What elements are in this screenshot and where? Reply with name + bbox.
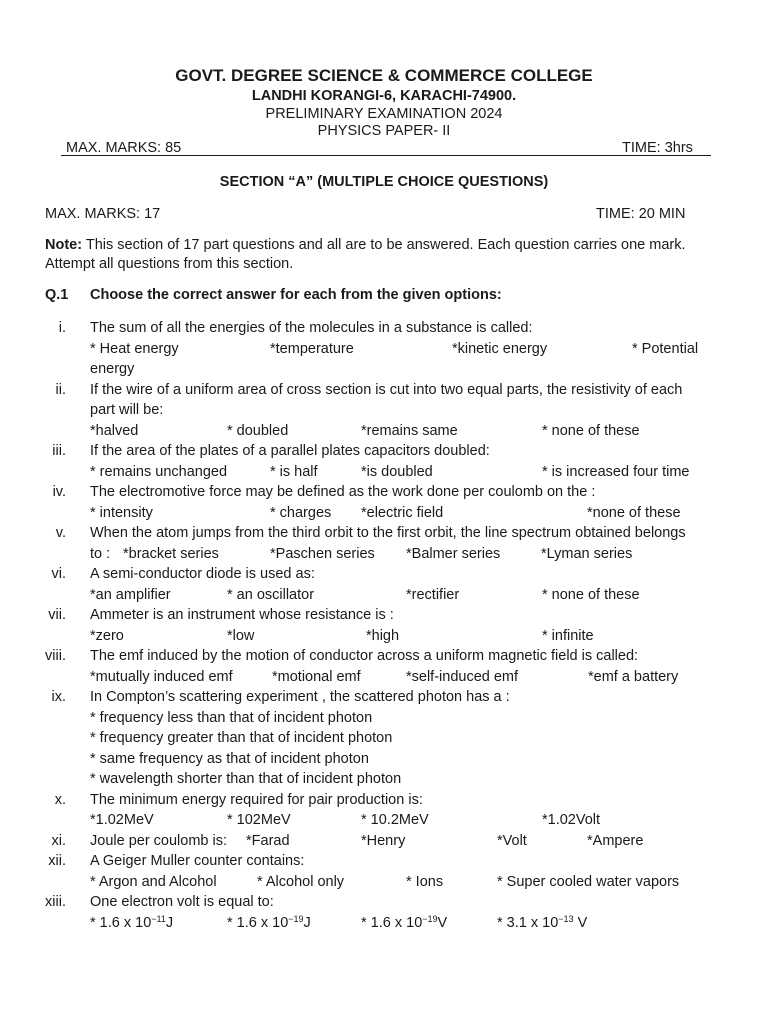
question-number: viii.	[45, 648, 66, 664]
answer-option	[90, 915, 173, 931]
answer-option: * none of these	[542, 586, 640, 603]
option-exponent: −19	[422, 913, 438, 924]
answer-option: * wavelength shorter than that of incident photon	[90, 771, 402, 787]
question-number: ii.	[55, 381, 66, 398]
question-number: xii.	[48, 853, 66, 869]
answer-option: * 102MeV	[227, 812, 291, 828]
option-unit: V	[437, 914, 448, 931]
answer-option: *halved	[90, 422, 139, 439]
answer-option: *Henry	[361, 832, 406, 849]
question-number: xi.	[51, 832, 66, 849]
answer-option: *1.02Volt	[542, 812, 601, 828]
answer-option: *an amplifier	[90, 586, 171, 603]
question-text: A semi-conductor diode is used as:	[90, 566, 315, 582]
header-rule	[61, 155, 711, 156]
answer-option: *Lyman series	[541, 545, 633, 562]
answer-option: * remains unchanged	[90, 463, 228, 480]
question-text: The sum of all the energies of the molecules in a substance is called:	[90, 320, 533, 336]
answer-option: *Balmer series	[406, 545, 501, 562]
option-base: * 1.6 x 10	[90, 914, 152, 931]
question-text: If the area of the plates of a parallel plates capacitors doubled:	[90, 443, 490, 459]
answer-option: * is increased four time	[542, 463, 690, 480]
question-text: Joule per coulomb is:	[90, 832, 228, 849]
answer-option: *Paschen series	[270, 545, 375, 562]
note-text-1: This section of 17 part questions and all are to be answered. Each question carries one mark.	[85, 237, 686, 253]
answer-option: *emf a battery	[588, 668, 679, 685]
section-max-marks: MAX. MARKS: 17	[45, 206, 161, 222]
question-number: vi.	[51, 566, 66, 582]
question-number: iii.	[52, 443, 66, 459]
answer-option: *zero	[90, 627, 124, 644]
option-base: * 1.6 x 10	[361, 914, 423, 931]
option-unit: V	[573, 914, 588, 931]
answer-option: *remains same	[361, 422, 458, 439]
section-time: TIME: 20 MIN	[596, 206, 686, 222]
total-time: TIME: 3hrs	[622, 140, 693, 156]
answer-option: *rectifier	[406, 586, 460, 603]
answer-option: *none of these	[587, 504, 681, 521]
answer-option: *self-induced emf	[406, 668, 519, 685]
answer-option: * Heat energy	[90, 340, 179, 357]
question-number: xiii.	[45, 894, 66, 910]
answer-option: *high	[366, 627, 400, 644]
note	[45, 237, 686, 253]
answer-option: *low	[227, 627, 255, 644]
answer-option: *1.02MeV	[90, 812, 154, 828]
answer-option: *kinetic energy	[452, 340, 548, 357]
answer-option: *Ampere	[587, 832, 644, 849]
question-number: ix.	[51, 689, 66, 705]
answer-option: * Super cooled water vapors	[497, 873, 680, 890]
college-address: LANDHI KORANGI-6, KARACHI-74900.	[251, 88, 517, 104]
answer-option: *Volt	[497, 832, 527, 849]
question-text: If the wire of a uniform area of cross section is cut into two equal parts, the resistivity of each	[90, 381, 683, 398]
question-text: One electron volt is equal to:	[90, 894, 274, 910]
answer-option	[227, 915, 311, 931]
question-number: x.	[54, 791, 66, 808]
answer-option: *temperature	[270, 340, 354, 357]
answer-option: * same frequency as that of incident photon	[90, 750, 369, 767]
answer-option: * is half	[270, 463, 318, 480]
exam-title: PRELIMINARY EXAMINATION 2024	[265, 106, 503, 122]
answer-option: *electric field	[361, 504, 444, 521]
total-max-marks: MAX. MARKS: 85	[66, 140, 182, 156]
option-unit: J	[165, 914, 174, 931]
question-text: When the atom jumps from the third orbit to the first orbit, the line spectrum obtained belongs	[90, 525, 686, 541]
answer-option: * 10.2MeV	[361, 812, 429, 828]
answer-option: * doubled	[227, 422, 289, 439]
answer-option	[497, 915, 587, 931]
question-number: v.	[55, 525, 66, 541]
section-title: SECTION “A” (MULTIPLE CHOICE QUESTIONS)	[219, 174, 549, 190]
note-label: Note:	[45, 237, 83, 253]
college-name: GOVT. DEGREE SCIENCE & COMMERCE COLLEGE	[175, 66, 593, 85]
question-text-cont: to :	[90, 545, 111, 562]
option-exponent: −19	[288, 913, 304, 924]
option-base: * 1.6 x 10	[227, 914, 289, 931]
note-text-2: Attempt all questions from this section.	[45, 256, 294, 272]
answer-option: * intensity	[90, 504, 153, 521]
answer-option: * frequency less than that of incident photon	[90, 709, 373, 726]
answer-option: * Ions	[406, 873, 444, 890]
answer-option: * Argon and Alcohol	[90, 873, 217, 890]
answer-option: *motional emf	[272, 668, 361, 685]
question-text-cont: part will be:	[90, 402, 164, 418]
question-number: i.	[58, 320, 66, 336]
question-text: The electromotive force may be defined as the work done per coulomb on the :	[90, 484, 596, 500]
question-label: Q.1	[45, 287, 69, 303]
answer-option: * an oscillator	[227, 586, 315, 603]
question-text: A Geiger Muller counter contains:	[90, 853, 305, 869]
question-number: vii.	[48, 607, 66, 623]
answer-option: * frequency greater than that of incident photon	[90, 730, 393, 746]
option-base: * 3.1 x 10	[497, 914, 559, 931]
answer-option	[361, 915, 447, 931]
question-text: Ammeter is an instrument whose resistance is :	[90, 607, 394, 623]
option-unit: J	[303, 914, 311, 931]
answer-option: * none of these	[542, 422, 640, 439]
answer-option: * infinite	[542, 627, 594, 644]
option-exponent: −11	[151, 913, 166, 924]
question-instruction: Choose the correct answer for each from the given options:	[90, 287, 502, 303]
answer-option: *mutually induced emf	[90, 668, 233, 685]
question-number: iv.	[52, 484, 66, 500]
answer-option: *Farad	[246, 832, 290, 849]
answer-option: * Alcohol only	[257, 873, 345, 890]
answer-option: *is doubled	[361, 463, 433, 480]
option-exponent: −13	[558, 913, 574, 924]
paper-title: PHYSICS PAPER- II	[317, 123, 451, 139]
question-text: The minimum energy required for pair production is:	[90, 791, 423, 808]
answer-option: * charges	[270, 504, 332, 521]
answer-option: *bracket series	[123, 545, 219, 562]
answer-option: * Potential	[632, 340, 699, 357]
option-cont: energy	[90, 361, 135, 377]
question-text: The emf induced by the motion of conductor across a uniform magnetic field is called:	[90, 648, 639, 664]
question-text: In Compton’s scattering experiment , the scattered photon has a :	[90, 689, 510, 705]
